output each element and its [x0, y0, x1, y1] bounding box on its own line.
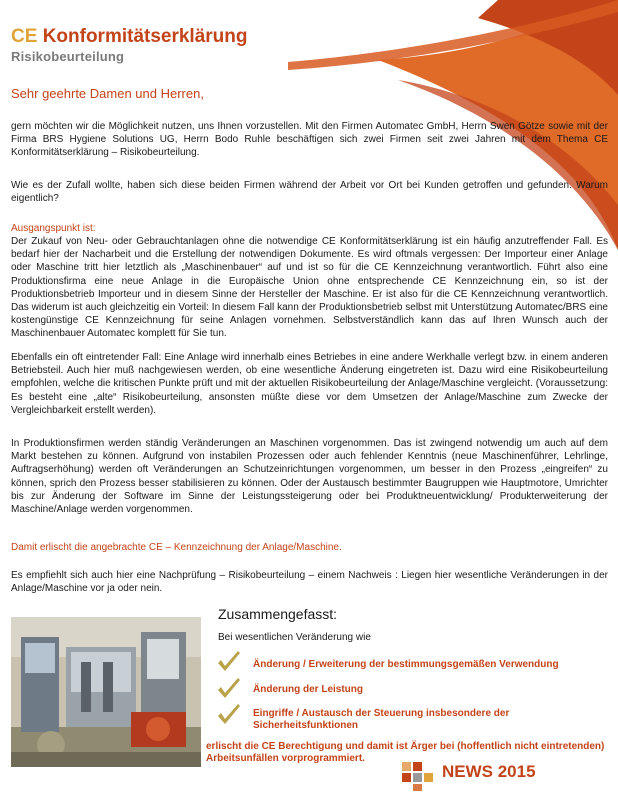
paragraph-modifications: In Produktionsfirmen werden ständig Veränderungen an Maschinen vorgenommen. Das ist zwingend notwendig um auch auf dem Markt bestehen zu können. Aufgrund von instabilen Prozessen oder auch fehlender Kenntnis (neue Maschinenführer, Lehrlinge, Auftragserhöhung) werden oft Veränderungen an Schutzeinrichtungen vorgenommen, um besser in den Prozess „eingreifen“ zu können, sprich den Prozess besser stabilisieren zu können. Oder der Austausch bestimmter Baugruppen wie Hauptmotore, Umrichter bis zur Änderung der Software im Sinne der Leistungssteigerung oder bei Produktneuentwicklung/ Produkterweiterung der Maschine/Anlage werden vorgenommen.	[11, 438, 608, 516]
machine-photo	[11, 617, 201, 767]
paragraph-coincidence: Wie es der Zufall wollte, haben sich diese beiden Firmen während der Arbeit vor Ort bei Kunden getroffen und gefunden. Warum eigentlich?	[11, 180, 608, 205]
title-ce: CE	[11, 26, 38, 47]
greeting: Sehr geehrte Damen und Herren,	[11, 86, 204, 101]
paragraph-starting-point: Der Zukauf von Neu- oder Gebrauchtanlagen ohne die notwendige CE Konformitätserklärung ist ein häufig anzutreffender Fall. Es bedarf hier der Nacharbeit und die Erstellung der notwendigen Dokumente. Es wird oftmals vergessen: Der Importeur einer Anlage oder Maschine tritt hier letztlich als „Maschinenbauer“ auf und ist so für die CE Kennzeichnung verantwortlich. Führt also eine Produktionsfirma eine neue Anlage in die Europäische Union ohne entsprechende CE Kennzeichnung ein, so ist der Produktionsbetrieb Importeur und in diesem Sinne der Hersteller der Maschine. Er ist also für die CE Kennzeichnung verantwortlich. Das widerum ist auch gleichzeitig ein Vorteil: In diesem Fall kann der Produktionsbetrieb selbst mit Unterstützung Automatec/BRS eine kostengünstige CE Kennzeichnung für seine Anlagen vornehmen. Selbstverständlich kann das auf Ihren Wunsch auch der Maschinenbauer Automatec komplett für Sie tun.	[11, 236, 608, 340]
summary-heading: Zusammengefasst:	[218, 606, 338, 622]
summary-item: Eingriffe / Austausch der Steuerung insbesondere der Sicherheitsfunktionen	[253, 708, 510, 731]
page-subtitle: Risikobeurteilung	[11, 49, 125, 64]
title-rest: Konformitätserklärung	[42, 26, 248, 47]
paragraph-recommendation: Es empfiehlt sich auch hier eine Nachprüfung – Risikobeurteilung – einem Nachweis : Liegen hier wesentliche Veränderungen in der Anlage/Maschine vor ja oder nein.	[11, 570, 608, 595]
check-icon	[216, 650, 242, 674]
page-title	[11, 26, 248, 48]
summary-item: Änderung der Leistung	[253, 684, 363, 695]
summary-intro: Bei wesentlichen Veränderung wie	[218, 632, 371, 643]
paragraph-ce-expires: Damit erlischt die angebrachte CE – Kennzeichnung der Anlage/Maschine.	[11, 542, 342, 553]
summary-item: Änderung / Erweiterung der bestimmungsgemäßen Verwendung	[253, 659, 559, 670]
check-icon	[216, 703, 242, 727]
paragraph-relocation: Ebenfalls ein oft eintretender Fall: Eine Anlage wird innerhalb eines Betriebes in eine andere Werkhalle verlegt bzw. in einem anderen Betriebsteil. Auch hier muß nachgewiesen werden, ob eine wesentliche Änderung eingetreten ist. Dazu wird eine Risikobeurteilung empfohlen, welche die kritischen Punkte prüft und mit der aktuellen Risikobeurteilung der Anlage/Maschine vergleicht. (Voraussetzung: Es besteht eine „alte“ Risikobeurteilung, ansonsten müßte diese vor dem Umsetzen der Anlage/Maschine zum Zwecke der Vergleichbarkeit erstellt werden).	[11, 352, 608, 416]
summary-closing: erlischt die CE Berechtigung und damit ist Ärger bei (hoffentlich nicht eintretenden) Arbeitsunfällen vorprogrammiert.	[206, 741, 605, 764]
news-label: NEWS 2015	[442, 762, 536, 781]
paragraph-heading-starting-point: Ausgangspunkt ist:	[11, 223, 96, 234]
news-squares-icon	[400, 760, 436, 792]
paragraph-intro: gern möchten wir die Möglichkeit nutzen, uns Ihnen vorzustellen. Mit den Firmen Automatec GmbH, Herrn Swen Götze sowie mit der Firma BRS Hygiene Solutions UG, Herrn Bodo Ruhle beschäftigen sich zwei Firmen seit zwei Jahren mit dem Thema CE Konformitätserklärung – Risikobeurteilung.	[11, 121, 608, 159]
check-icon	[216, 677, 242, 701]
